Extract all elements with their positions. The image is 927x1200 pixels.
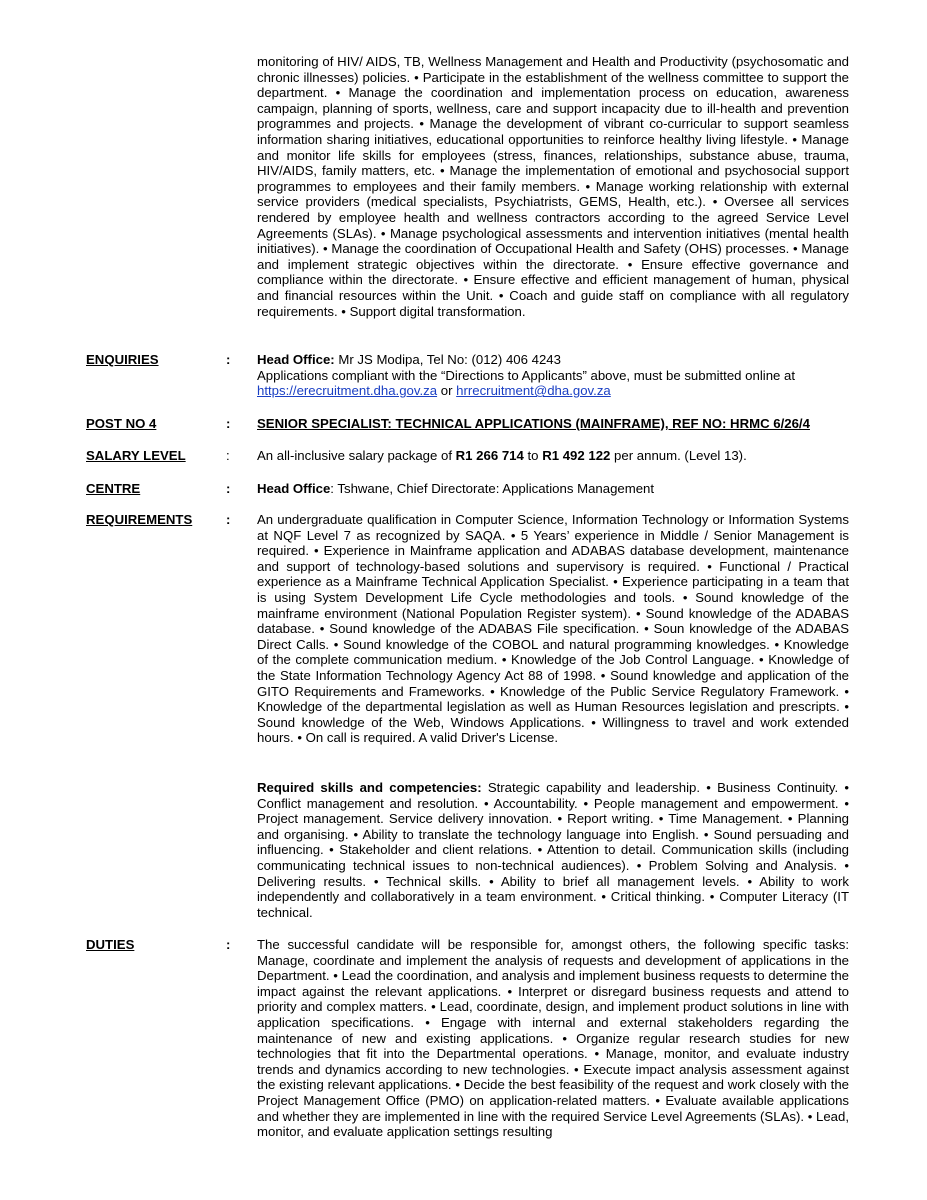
centre-head-office-label: Head Office: [257, 481, 331, 496]
centre-label: CENTRE: [86, 481, 141, 496]
duties-text: The successful candidate will be responsible for, amongst others, the following specific tasks: Manage, coordinate and implement the analysis of requests and development of applications in the Department. • Lead the coordination, and analysis and implement business requests to determine the impact against the relevant applications. • Interpret or disregard business requests and attend to priority and complex matters. • Lead, coordinate, design, and implement product solutions in line with application specifications. • Engage with internal and external stakeholders regarding the maintenance of new and existing applications. • Organize regular research studies for new technologies that fit into the Departmental operations. • Manage, monitor, and evaluate industry trends and dynamics according to new technologies. • Execute impact analysis assessment against the existing relevant applications. • Decide the best feasibility of the request and work closely with the Project Management Office (PMO) on application-related matters. • Evaluate available applications and whether they are implemented in line with the required Service Level Agreements (SLAs). • Lead, monitor, and evaluate application settings resulting: [257, 937, 849, 1140]
skills-text: Strategic capability and leadership. • Business Continuity. • Conflict management and resolution. • Accountability. • People management and empowerment. • Project management. Service delivery innovation. • Report writing. • Time Management. • Planning and organising. • Ability to translate the technology language into English. • Sound persuading and influencing. • Stakeholder and client relations. • Attention to detail. Communication skills (including communicating technical issues to non-technical audiences). • Problem Solving and Analysis. • Delivering results. • Technical skills. • Ability to brief all management levels. • Ability to work independently and collaboratively in a team environment. • Critical thinking. • Computer Literacy (IT technical.: [257, 780, 849, 920]
or-text: or: [437, 383, 457, 399]
requirements-colon: :: [226, 512, 231, 527]
salary-min: R1 266 714: [455, 448, 524, 463]
requirements-label: REQUIREMENTS: [86, 512, 193, 527]
salary-suffix: per annum. (Level 13).: [610, 448, 747, 463]
centre-location: : Tshwane, Chief Directorate: Applications Management: [330, 481, 655, 496]
post-title: SENIOR SPECIALIST: TECHNICAL APPLICATIONS (MAINFRAME), REF NO: HRMC 6/26/4: [257, 416, 810, 431]
requirements-text: An undergraduate qualification in Computer Science, Information Technology or Information Systems at NQF Level 7 as recognized by SAQA. • 5 Years’ experience in Middle / Senior Management is required. • Experience in Mainframe application and ADABAS database development, maintenance and support of technology-based solutions and supervisory is required. • Functional / Practical experience as a Mainframe Technical Application Specialist. • Experience participating in a team that is using System Development Life Cycle methodologies and tools. • Sound knowledge of the mainframe environment (National Population Register system). • Sound knowledge of the ADABAS database. • Sound knowledge of the ADABAS File specification. • Soun knowledge of the ADABAS Direct Calls. • Sound knowledge of the COBOL and natural programming knowledges. • Knowledge of the complete communication medium. • Knowledge of the Job Control Language. • Knowledge of the State Information Technology Agency Act 88 of 1998. • Sound knowledge and application of the GITO Requirements and Frameworks. • Knowledge of the Public Service Regulatory Framework. • Knowledge of the departmental legislation as well as Human Resources legislation and prescripts. • Sound knowledge of the Web, Windows Applications. • Willingness to travel and work extended hours. • On call is required. A valid Driver's License.: [257, 512, 849, 746]
salary-prefix: An all-inclusive salary package of: [257, 448, 456, 463]
salary-max: R1 492 122: [542, 448, 611, 463]
erecruitment-link[interactable]: https://erecruitment.dha.gov.za: [257, 383, 438, 399]
duties-label: DUTIES: [86, 937, 135, 952]
enquiries-contact: Mr JS Modipa, Tel No: (012) 406 4243: [334, 352, 561, 367]
hrrecruitment-email-link[interactable]: hrrecruitment@dha.gov.za: [456, 383, 611, 399]
enquiries-text: [257, 352, 849, 399]
centre-text: [257, 481, 849, 497]
salary-text: [257, 448, 849, 464]
enquiries-label: ENQUIRIES: [86, 352, 159, 367]
post-colon: :: [226, 416, 231, 431]
head-office-label: Head Office:: [257, 352, 335, 367]
skills-paragraph: [257, 780, 849, 920]
salary-to: to: [523, 448, 543, 463]
salary-label: SALARY LEVEL: [86, 448, 186, 463]
applications-text: Applications compliant with the “Directions to Applicants” above, must be submitted online at: [257, 367, 796, 383]
enquiries-colon: :: [226, 352, 231, 367]
centre-colon: :: [226, 481, 231, 496]
post-label: POST NO 4: [86, 416, 157, 431]
salary-colon: :: [226, 448, 230, 463]
duties-colon: :: [226, 937, 231, 952]
skills-label: Required skills and competencies:: [257, 780, 482, 795]
intro-paragraph: monitoring of HIV/ AIDS, TB, Wellness Management and Health and Productivity (psychosomatic and chronic illnesses) policies. • Participate in the establishment of the wellness committee to support the department. • Manage the coordination and implementation process on education, awareness campaign, planning of sports, wellness, care and support incapacity due to ill-health and prevention programmes and projects. • Manage the development of vibrant co-curricular to support seamless information sharing initiatives, educational opportunities to reinforce healthy living lifestyle. • Manage and monitor life skills for employees (stress, finances, relationships, substance abuse, trauma, HIV/AIDS, family matters, etc. • Manage the implementation of emotional and psychosocial support programmes to employees and their family members. • Manage working relationship with external service providers (medical specialists, Psychiatrists, GEMS, Health, etc.). • Oversee all services rendered by employee health and wellness contractors according to the agreed Service Level Agreements (SLAs). • Manage psychological assessments and intervention initiatives (mental health initiatives). • Manage the coordination of Occupational Health and Safety (OHS) processes. • Manage and implement strategic objectives within the directorate. • Ensure effective governance and compliance within the directorate. • Ensure effective and efficient management of human, physical and financial resources within the Unit. • Coach and guide staff on compliance with all regulatory requirements. • Support digital transformation.: [257, 54, 849, 319]
